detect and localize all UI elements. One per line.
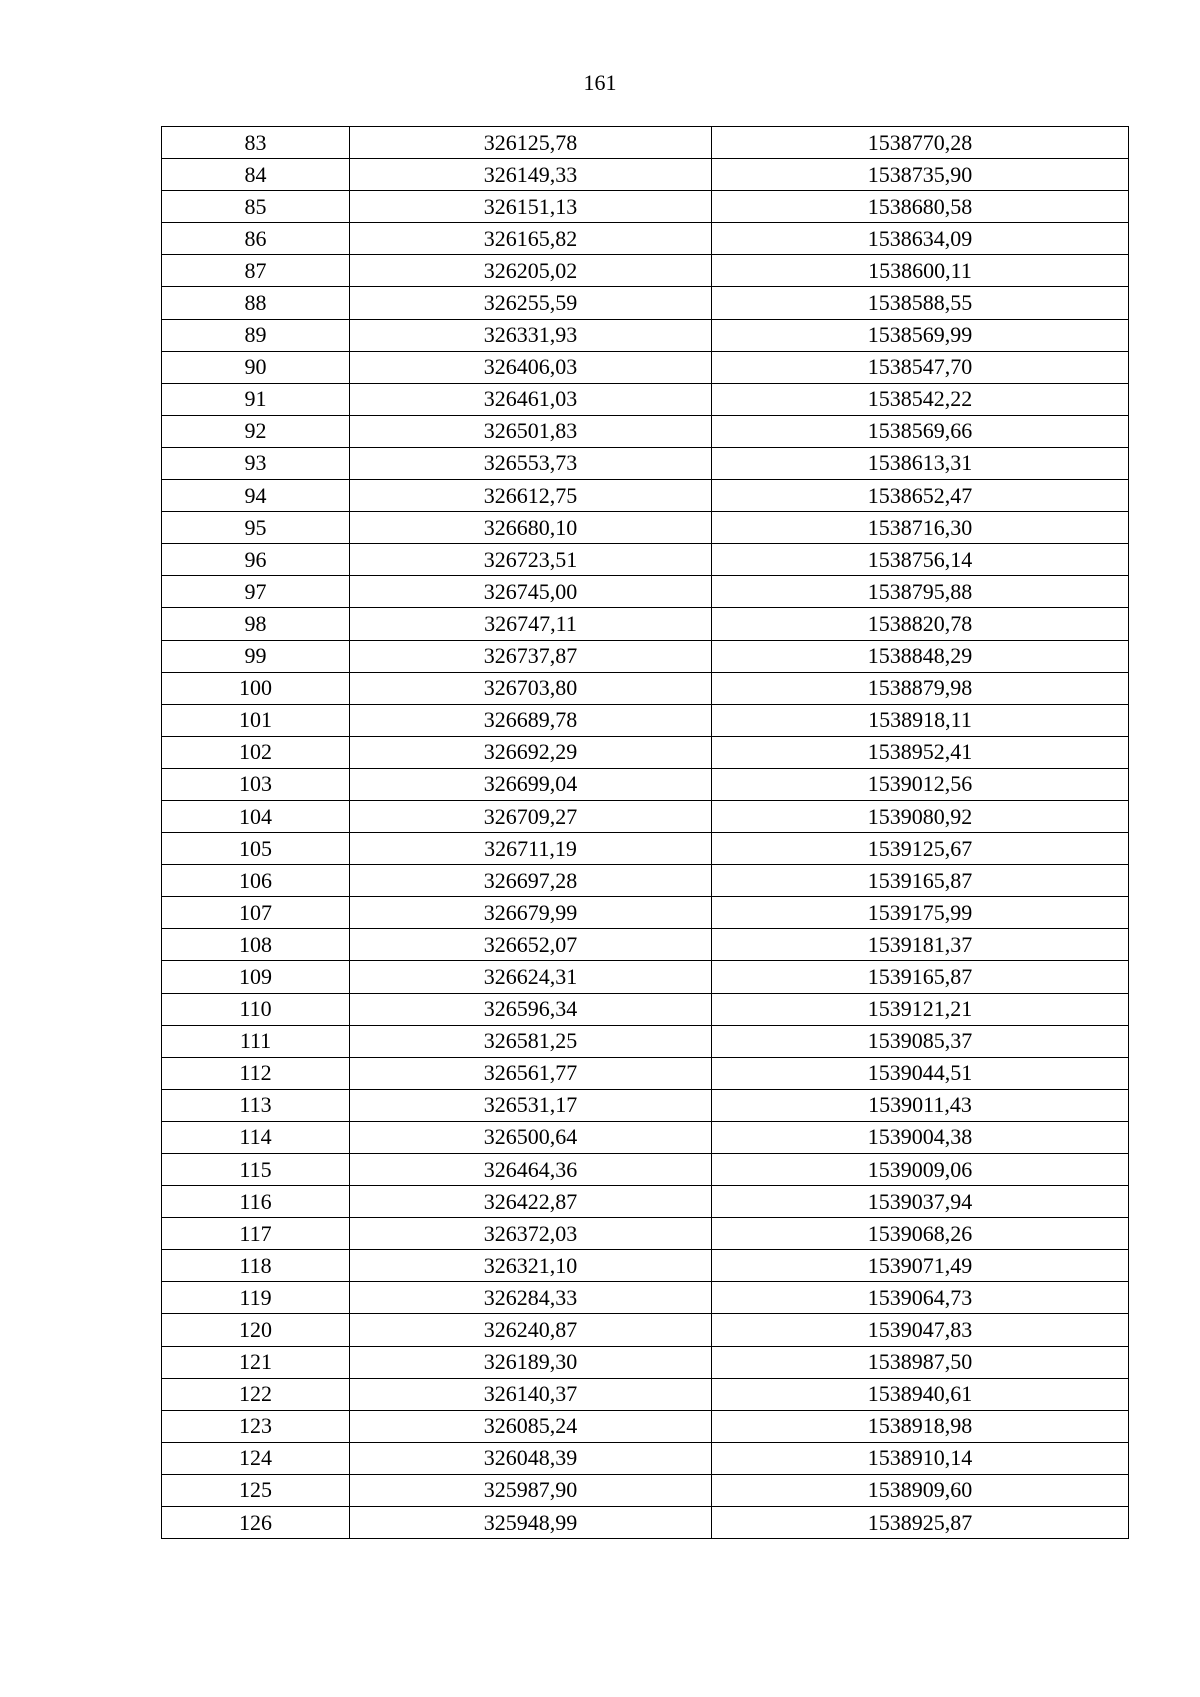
point-number-cell: 97 xyxy=(162,576,350,608)
point-number-cell: 119 xyxy=(162,1282,350,1314)
y-coordinate-cell: 1539175,99 xyxy=(712,897,1129,929)
table-row xyxy=(162,1442,1129,1474)
x-coordinate-cell: 326745,00 xyxy=(350,576,712,608)
x-coordinate-cell: 326711,19 xyxy=(350,833,712,865)
y-coordinate-cell: 1538918,11 xyxy=(712,704,1129,736)
y-coordinate-cell: 1539165,87 xyxy=(712,865,1129,897)
table-row xyxy=(162,223,1129,255)
table-row xyxy=(162,993,1129,1025)
point-number-cell: 95 xyxy=(162,512,350,544)
y-coordinate-cell: 1539044,51 xyxy=(712,1057,1129,1089)
x-coordinate-cell: 326737,87 xyxy=(350,640,712,672)
table-row xyxy=(162,1057,1129,1089)
x-coordinate-cell: 325987,90 xyxy=(350,1474,712,1506)
x-coordinate-cell: 326240,87 xyxy=(350,1314,712,1346)
x-coordinate-cell: 326284,33 xyxy=(350,1282,712,1314)
point-number-cell: 100 xyxy=(162,672,350,704)
x-coordinate-cell: 326422,87 xyxy=(350,1186,712,1218)
x-coordinate-cell: 326165,82 xyxy=(350,223,712,255)
y-coordinate-cell: 1538613,31 xyxy=(712,447,1129,479)
x-coordinate-cell: 326624,31 xyxy=(350,961,712,993)
y-coordinate-cell: 1538987,50 xyxy=(712,1346,1129,1378)
point-number-cell: 104 xyxy=(162,800,350,832)
y-coordinate-cell: 1539009,06 xyxy=(712,1154,1129,1186)
table-row xyxy=(162,319,1129,351)
point-number-cell: 112 xyxy=(162,1057,350,1089)
y-coordinate-cell: 1539004,38 xyxy=(712,1121,1129,1153)
point-number-cell: 123 xyxy=(162,1410,350,1442)
point-number-cell: 124 xyxy=(162,1442,350,1474)
y-coordinate-cell: 1538542,22 xyxy=(712,383,1129,415)
point-number-cell: 107 xyxy=(162,897,350,929)
point-number-cell: 113 xyxy=(162,1089,350,1121)
x-coordinate-cell: 326464,36 xyxy=(350,1154,712,1186)
point-number-cell: 114 xyxy=(162,1121,350,1153)
x-coordinate-cell: 325948,99 xyxy=(350,1507,712,1539)
point-number-cell: 83 xyxy=(162,127,350,159)
table-row xyxy=(162,383,1129,415)
point-number-cell: 101 xyxy=(162,704,350,736)
y-coordinate-cell: 1538940,61 xyxy=(712,1378,1129,1410)
table-row xyxy=(162,640,1129,672)
x-coordinate-cell: 326331,93 xyxy=(350,319,712,351)
table-row xyxy=(162,159,1129,191)
y-coordinate-cell: 1538879,98 xyxy=(712,672,1129,704)
page-number: 161 xyxy=(583,70,617,95)
x-coordinate-cell: 326709,27 xyxy=(350,800,712,832)
table-row xyxy=(162,929,1129,961)
x-coordinate-cell: 326189,30 xyxy=(350,1346,712,1378)
x-coordinate-cell: 326553,73 xyxy=(350,447,712,479)
table-row xyxy=(162,1378,1129,1410)
point-number-cell: 99 xyxy=(162,640,350,672)
x-coordinate-cell: 326406,03 xyxy=(350,351,712,383)
table-row xyxy=(162,897,1129,929)
y-coordinate-cell: 1538569,66 xyxy=(712,415,1129,447)
table-row xyxy=(162,672,1129,704)
x-coordinate-cell: 326048,39 xyxy=(350,1442,712,1474)
table-row xyxy=(162,576,1129,608)
x-coordinate-cell: 326149,33 xyxy=(350,159,712,191)
table-row xyxy=(162,1282,1129,1314)
table-row xyxy=(162,833,1129,865)
x-coordinate-cell: 326125,78 xyxy=(350,127,712,159)
point-number-cell: 118 xyxy=(162,1250,350,1282)
x-coordinate-cell: 326372,03 xyxy=(350,1218,712,1250)
y-coordinate-cell: 1539068,26 xyxy=(712,1218,1129,1250)
x-coordinate-cell: 326531,17 xyxy=(350,1089,712,1121)
x-coordinate-cell: 326612,75 xyxy=(350,480,712,512)
table-row xyxy=(162,127,1129,159)
table-row xyxy=(162,736,1129,768)
y-coordinate-cell: 1539011,43 xyxy=(712,1089,1129,1121)
y-coordinate-cell: 1538716,30 xyxy=(712,512,1129,544)
table-row xyxy=(162,1121,1129,1153)
x-coordinate-cell: 326321,10 xyxy=(350,1250,712,1282)
x-coordinate-cell: 326151,13 xyxy=(350,191,712,223)
table-row xyxy=(162,1025,1129,1057)
y-coordinate-cell: 1539181,37 xyxy=(712,929,1129,961)
table-row xyxy=(162,415,1129,447)
point-number-cell: 125 xyxy=(162,1474,350,1506)
y-coordinate-cell: 1538952,41 xyxy=(712,736,1129,768)
y-coordinate-cell: 1539121,21 xyxy=(712,993,1129,1025)
coordinates-table xyxy=(161,126,1129,1539)
x-coordinate-cell: 326679,99 xyxy=(350,897,712,929)
table-row xyxy=(162,255,1129,287)
table-row xyxy=(162,512,1129,544)
y-coordinate-cell: 1539085,37 xyxy=(712,1025,1129,1057)
point-number-cell: 87 xyxy=(162,255,350,287)
point-number-cell: 108 xyxy=(162,929,350,961)
table-row xyxy=(162,800,1129,832)
x-coordinate-cell: 326680,10 xyxy=(350,512,712,544)
point-number-cell: 116 xyxy=(162,1186,350,1218)
y-coordinate-cell: 1539037,94 xyxy=(712,1186,1129,1218)
point-number-cell: 106 xyxy=(162,865,350,897)
x-coordinate-cell: 326501,83 xyxy=(350,415,712,447)
x-coordinate-cell: 326085,24 xyxy=(350,1410,712,1442)
x-coordinate-cell: 326652,07 xyxy=(350,929,712,961)
point-number-cell: 103 xyxy=(162,768,350,800)
y-coordinate-cell: 1538925,87 xyxy=(712,1507,1129,1539)
y-coordinate-cell: 1538569,99 xyxy=(712,319,1129,351)
table-row xyxy=(162,544,1129,576)
table-row xyxy=(162,287,1129,319)
point-number-cell: 98 xyxy=(162,608,350,640)
point-number-cell: 105 xyxy=(162,833,350,865)
y-coordinate-cell: 1538909,60 xyxy=(712,1474,1129,1506)
table-row xyxy=(162,1250,1129,1282)
table-row xyxy=(162,351,1129,383)
y-coordinate-cell: 1538848,29 xyxy=(712,640,1129,672)
y-coordinate-cell: 1539047,83 xyxy=(712,1314,1129,1346)
x-coordinate-cell: 326581,25 xyxy=(350,1025,712,1057)
x-coordinate-cell: 326500,64 xyxy=(350,1121,712,1153)
y-coordinate-cell: 1538770,28 xyxy=(712,127,1129,159)
table-row xyxy=(162,1186,1129,1218)
table-row xyxy=(162,865,1129,897)
table-row xyxy=(162,1218,1129,1250)
point-number-cell: 109 xyxy=(162,961,350,993)
y-coordinate-cell: 1538634,09 xyxy=(712,223,1129,255)
point-number-cell: 89 xyxy=(162,319,350,351)
y-coordinate-cell: 1538795,88 xyxy=(712,576,1129,608)
point-number-cell: 84 xyxy=(162,159,350,191)
coordinates-table-body xyxy=(162,127,1129,1539)
table-row xyxy=(162,1314,1129,1346)
x-coordinate-cell: 326140,37 xyxy=(350,1378,712,1410)
y-coordinate-cell: 1538600,11 xyxy=(712,255,1129,287)
y-coordinate-cell: 1538756,14 xyxy=(712,544,1129,576)
y-coordinate-cell: 1539080,92 xyxy=(712,800,1129,832)
table-row xyxy=(162,608,1129,640)
point-number-cell: 86 xyxy=(162,223,350,255)
x-coordinate-cell: 326689,78 xyxy=(350,704,712,736)
table-row xyxy=(162,1410,1129,1442)
y-coordinate-cell: 1539165,87 xyxy=(712,961,1129,993)
point-number-cell: 91 xyxy=(162,383,350,415)
point-number-cell: 122 xyxy=(162,1378,350,1410)
point-number-cell: 92 xyxy=(162,415,350,447)
table-row xyxy=(162,1154,1129,1186)
point-number-cell: 94 xyxy=(162,480,350,512)
x-coordinate-cell: 326255,59 xyxy=(350,287,712,319)
point-number-cell: 120 xyxy=(162,1314,350,1346)
point-number-cell: 117 xyxy=(162,1218,350,1250)
table-row xyxy=(162,1474,1129,1506)
point-number-cell: 88 xyxy=(162,287,350,319)
point-number-cell: 96 xyxy=(162,544,350,576)
y-coordinate-cell: 1538910,14 xyxy=(712,1442,1129,1474)
y-coordinate-cell: 1539012,56 xyxy=(712,768,1129,800)
point-number-cell: 115 xyxy=(162,1154,350,1186)
x-coordinate-cell: 326723,51 xyxy=(350,544,712,576)
x-coordinate-cell: 326692,29 xyxy=(350,736,712,768)
x-coordinate-cell: 326697,28 xyxy=(350,865,712,897)
x-coordinate-cell: 326699,04 xyxy=(350,768,712,800)
table-row xyxy=(162,480,1129,512)
point-number-cell: 110 xyxy=(162,993,350,1025)
table-row xyxy=(162,768,1129,800)
y-coordinate-cell: 1539125,67 xyxy=(712,833,1129,865)
y-coordinate-cell: 1538547,70 xyxy=(712,351,1129,383)
table-row xyxy=(162,447,1129,479)
y-coordinate-cell: 1539071,49 xyxy=(712,1250,1129,1282)
x-coordinate-cell: 326205,02 xyxy=(350,255,712,287)
point-number-cell: 90 xyxy=(162,351,350,383)
y-coordinate-cell: 1538652,47 xyxy=(712,480,1129,512)
x-coordinate-cell: 326747,11 xyxy=(350,608,712,640)
table-row xyxy=(162,191,1129,223)
point-number-cell: 102 xyxy=(162,736,350,768)
y-coordinate-cell: 1538735,90 xyxy=(712,159,1129,191)
point-number-cell: 93 xyxy=(162,447,350,479)
table-row xyxy=(162,1346,1129,1378)
point-number-cell: 85 xyxy=(162,191,350,223)
y-coordinate-cell: 1538680,58 xyxy=(712,191,1129,223)
point-number-cell: 126 xyxy=(162,1507,350,1539)
x-coordinate-cell: 326561,77 xyxy=(350,1057,712,1089)
point-number-cell: 111 xyxy=(162,1025,350,1057)
x-coordinate-cell: 326703,80 xyxy=(350,672,712,704)
x-coordinate-cell: 326461,03 xyxy=(350,383,712,415)
point-number-cell: 121 xyxy=(162,1346,350,1378)
y-coordinate-cell: 1538588,55 xyxy=(712,287,1129,319)
y-coordinate-cell: 1539064,73 xyxy=(712,1282,1129,1314)
table-row xyxy=(162,961,1129,993)
x-coordinate-cell: 326596,34 xyxy=(350,993,712,1025)
table-row xyxy=(162,704,1129,736)
table-row xyxy=(162,1089,1129,1121)
y-coordinate-cell: 1538820,78 xyxy=(712,608,1129,640)
table-row xyxy=(162,1507,1129,1539)
y-coordinate-cell: 1538918,98 xyxy=(712,1410,1129,1442)
